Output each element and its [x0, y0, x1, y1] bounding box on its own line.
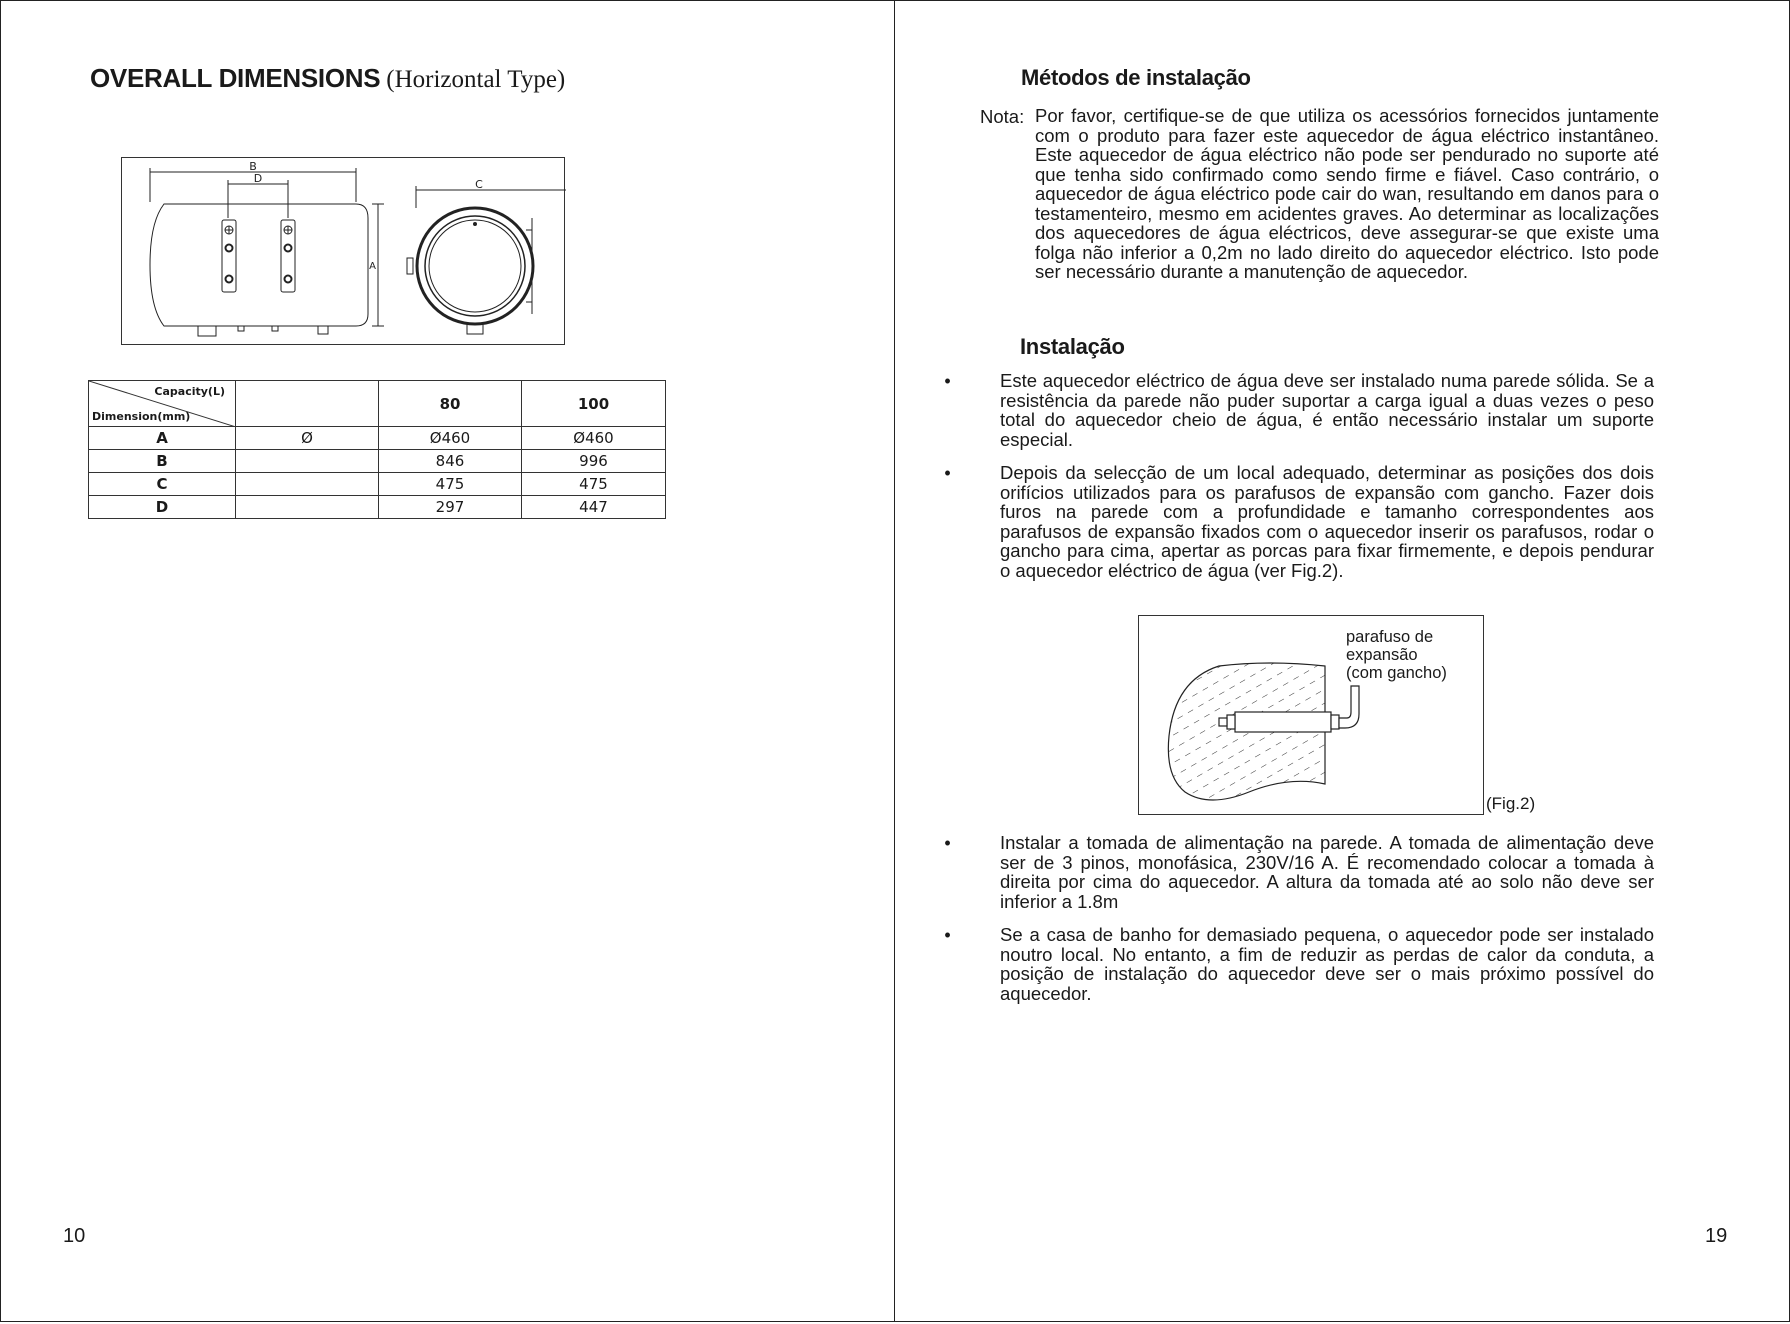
bullet: •	[944, 925, 951, 945]
table-cell: 475	[379, 473, 522, 496]
figure-expansion-bolt	[1138, 615, 1484, 815]
list-item	[944, 924, 1654, 1004]
bullet: •	[944, 371, 951, 391]
label-b: B	[249, 160, 257, 173]
list-item	[944, 370, 1654, 450]
note-text: Por favor, certifique-se de que utiliza os acessórios fornecidos juntamente com o produto para fazer este aquecedor de água eléctrico instantâneo. Este aquecedor de água eléctrico não pode ser pendurado no suporte até que tenha sido confirmado como sendo firme e fiável. Caso contrário, o aquecedor de água eléctrico pode cair do wan, resultando em danos para o testamenteiro, mesmo em acidentes graves. Ao determinar as localizações dos aquecedores de água eléctricos, deve assegurar-se que existe uma folga não inferior a 0,2m no lado direito do aquecedor eléctrico. Isto pode ser necessário durante a manutenção de aquecedor.	[1035, 105, 1659, 282]
list-item	[944, 832, 1654, 912]
figure-caption: (Fig.2)	[1486, 794, 1536, 813]
bolt-label-line: parafuso de	[1346, 628, 1434, 646]
capacity-header: Capacity(L)	[154, 385, 225, 398]
dimensions-table	[88, 380, 666, 519]
table-cell: Ø460	[522, 427, 666, 450]
left-page	[0, 0, 894, 1322]
dimension-diagram	[121, 157, 565, 345]
page-number-left: 10	[63, 1225, 86, 1247]
table-row	[89, 427, 666, 450]
table-cell: Ø460	[379, 427, 522, 450]
label-c: C	[475, 178, 483, 191]
bolt-label	[1346, 628, 1447, 682]
table-cell	[236, 496, 379, 519]
table-row	[89, 496, 666, 519]
page-number-right: 19	[1705, 1225, 1728, 1247]
bolt-label-line: expansão	[1346, 646, 1418, 664]
table-corner-cell	[89, 381, 236, 427]
table-cell	[236, 473, 379, 496]
column-header: 80	[379, 381, 522, 427]
bullet-text: Instalar a tomada de alimentação na parede. A tomada de alimentação deve ser de 3 pinos, monofásica, 230V/16 A. É recomendado colocar a tomada à direita por cima do aquecedor. A altura da tomada até ao solo não deve ser inferior a 1.8m	[1000, 832, 1654, 912]
table-cell: 447	[522, 496, 666, 519]
table-cell	[236, 450, 379, 473]
heater-drawing	[122, 158, 566, 346]
bullet: •	[944, 463, 951, 483]
row-label: D	[89, 496, 236, 519]
page-title	[90, 63, 565, 94]
bullet-text: Este aquecedor eléctrico de água deve ser instalado numa parede sólida. Se a resistência da parede não puder suportar a carga igual a duas vezes o peso total do aquecedor cheio de água, é então necessário instalar um suporte especial.	[1000, 370, 1654, 450]
bullet-text: Se a casa de banho for demasiado pequena, o aquecedor pode ser instalado noutro local. No entanto, a fim de reduzir as perdas de calor da conduta, a posição de instalação do aquecedor deve ser o mais próximo possível do aquecedor.	[1000, 924, 1654, 1004]
table-cell: 475	[522, 473, 666, 496]
right-page	[894, 0, 1790, 1322]
list-item	[944, 462, 1654, 581]
note-label: Nota:	[980, 106, 1025, 127]
table-cell: 297	[379, 496, 522, 519]
dimension-header: Dimension(mm)	[92, 410, 191, 423]
title-subtitle: (Horizontal Type)	[386, 66, 566, 93]
table-row	[89, 450, 666, 473]
heading-installation-methods: Métodos de instalação	[1021, 65, 1251, 90]
title-bold: OVERALL DIMENSIONS	[90, 63, 381, 93]
bullet: •	[944, 833, 951, 853]
heading-installation: Instalação	[1020, 334, 1125, 359]
table-header-row	[89, 381, 666, 427]
bullet-text: Depois da selecção de um local adequado, determinar as posições dos dois orifícios utilizados para os parafusos de expansão com gancho. Fazer dois furos na parede com a profundidade e tamanho correspondentes aos parafusos de expansão fixados com o aquecedor inserir os parafusos, rodar o gancho para cima, apertar as porcas para fixar firmemente, e depois pendurar o aquecedor eléctrico de água (ver Fig.2).	[1000, 462, 1654, 581]
label-d: D	[253, 172, 263, 185]
table-row	[89, 473, 666, 496]
row-label: B	[89, 450, 236, 473]
bolt-label-line: (com gancho)	[1346, 664, 1447, 682]
row-label: A	[89, 427, 236, 450]
column-header: 100	[522, 381, 666, 427]
column-header	[236, 381, 379, 427]
row-label: C	[89, 473, 236, 496]
table-cell: Ø	[236, 427, 379, 450]
table-cell: 846	[379, 450, 522, 473]
table-cell: 996	[522, 450, 666, 473]
label-a: A	[369, 261, 376, 272]
